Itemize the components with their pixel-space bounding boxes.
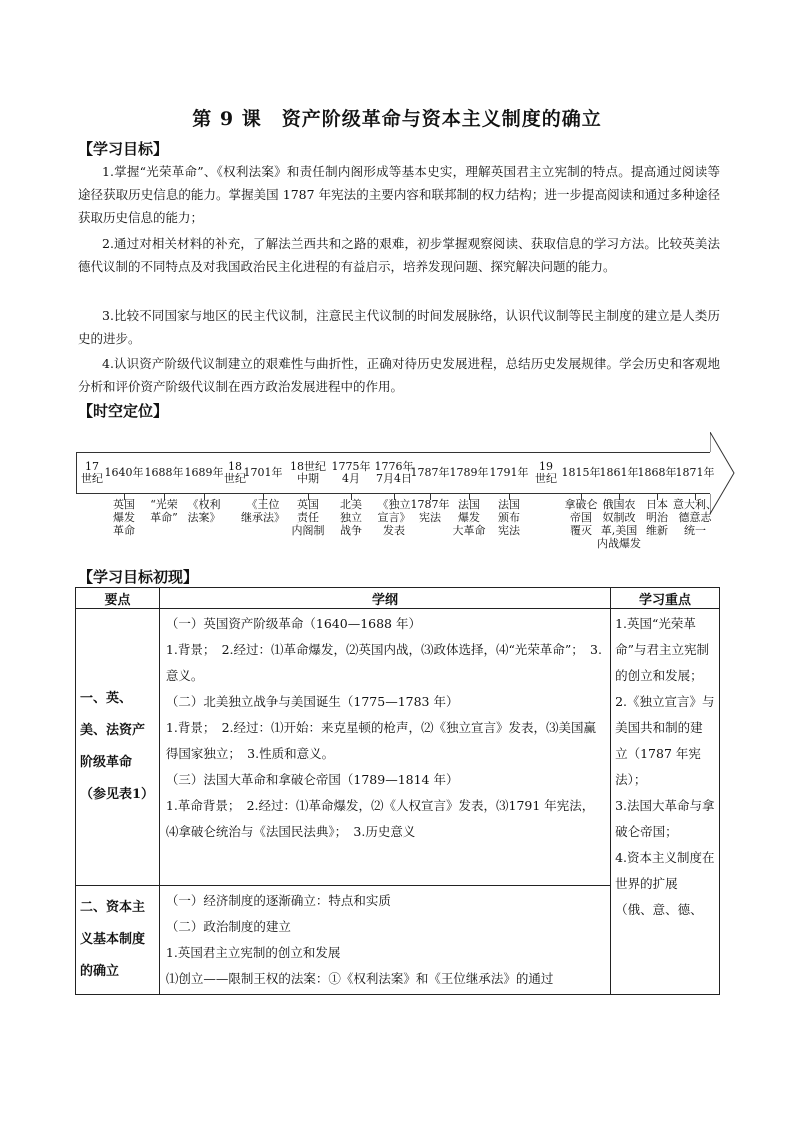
- outline-line: ⑴创立——限制王权的法案：①《权利法案》和《王位继承法》的通过: [165, 971, 554, 986]
- timeline-date: 1868年: [637, 466, 677, 479]
- timeline-event: 日本 明治 维新: [646, 498, 668, 537]
- table-row: [76, 609, 720, 886]
- timeline-date: 19 世纪: [535, 460, 557, 485]
- timeline-date: 1787年: [410, 466, 450, 479]
- timeline-event: 1787年 宪法: [410, 498, 450, 524]
- timeline-event: 法国 爆发 大革命: [452, 498, 486, 537]
- timeline-date: 1815年: [561, 466, 601, 479]
- timeline-date: 1688年: [144, 466, 184, 479]
- row2-outline: [159, 886, 610, 995]
- objectives-heading: 【学习目标】: [78, 140, 169, 158]
- objectives-table: [75, 587, 720, 995]
- preview-heading: 【学习目标初现】: [78, 568, 199, 586]
- header-focus: 学习重点: [611, 588, 720, 609]
- timeline-event: 意大利、 德意志 统一: [673, 498, 717, 537]
- focus-item: 3.法国大革命与拿破仑帝国；: [615, 798, 715, 839]
- outline-line: 1.革命背景； 2.经过：⑴革命爆发，⑵《人权宣言》发表，⑶1791 年宪法，⑷拿破仑统治与《法国民法典》； 3.历史意义: [165, 798, 595, 839]
- timeline-date: 18世纪 中期: [290, 460, 326, 485]
- outline-line: （一）经济制度的逐渐确立：特点和实质: [165, 893, 391, 908]
- timeline-date: 1640年: [104, 466, 144, 479]
- timeline-event: 《权利 法案》: [187, 498, 221, 524]
- header-outline: 学纲: [159, 588, 610, 609]
- timeline-date: 18 世纪: [224, 460, 246, 485]
- timeline-date: 1861年: [599, 466, 639, 479]
- timeline-date: 1776年 7月4日: [374, 460, 414, 485]
- focus-cell: [611, 609, 720, 995]
- outline-line: （二）北美独立战争与美国诞生（1775—1783 年）: [165, 694, 459, 709]
- outline-line: （二）政治制度的建立: [165, 919, 291, 934]
- page-title: 第 9 课 资产阶级革命与资本主义制度的确立: [192, 108, 602, 130]
- focus-item: 4.资本主义制度在世界的扩展（俄、意、德、: [615, 850, 715, 917]
- timeline-event: 《王位 继承法》: [241, 498, 285, 524]
- timeline-event: 英国 爆发 革命: [113, 498, 135, 537]
- timeline-event: “光荣 革命”: [150, 498, 178, 524]
- objective-1: 1.掌握“光荣革命”、《权利法案》和责任制内阁形成等基本史实，理解英国君主立宪制的特点。提高通过阅读等途径获取历史信息的能力。掌握美国 1787 年宪法的主要内容和联邦制的权力结构；进一步提高阅读和通过多种途径获取历史信息的能力；: [78, 164, 720, 225]
- focus-item: 2.《独立宣言》与美国共和制的建立（1787 年宪法）；: [615, 694, 715, 787]
- outline-line: 1.英国君主立宪制的创立和发展: [165, 945, 341, 960]
- timeline-event: 英国 责任 内阁制: [291, 498, 325, 537]
- timeline-event: 《独立 宣言》 发表: [377, 498, 411, 537]
- row2-key: 二、资本主义基本制度的确立: [76, 886, 160, 995]
- timeline-event: 俄国农 奴制改 革,美国 内战爆发: [597, 498, 641, 550]
- outline-line: （三）法国大革命和拿破仑帝国（1789—1814 年）: [165, 772, 459, 787]
- timeline-event: 法国 颁布 宪法: [498, 498, 520, 537]
- focus-item: 1.英国“光荣革命”与君主立宪制的创立和发展；: [615, 616, 709, 683]
- objective-3: 3.比较不同国家与地区的民主代议制，注意民主代议制的时间发展脉络，认识代议制等民主制度的建立是人类历史的进步。: [78, 308, 720, 346]
- outline-line: （一）英国资产阶级革命（1640—1688 年）: [165, 616, 421, 631]
- table-header-row: [76, 588, 720, 609]
- outline-line: 1.背景； 2.经过：⑴开始：来克星顿的枪声，⑵《独立宣言》发表，⑶美国赢得国家独立； 3.性质和意义。: [165, 720, 596, 761]
- outline-line: 1.背景； 2.经过：⑴革命爆发，⑵英国内战，⑶政体选择，⑷“光荣革命”； 3.意义。: [165, 642, 602, 683]
- timeline-date: 1689年: [184, 466, 224, 479]
- timeline: [76, 432, 736, 550]
- timeline-date: 1791年: [489, 466, 529, 479]
- timeline-heading: 【时空定位】: [78, 402, 169, 420]
- header-key: 要点: [76, 588, 160, 609]
- row1-key: 一、英、美、法资产阶级革命（参见表1）: [76, 609, 160, 886]
- timeline-date: 1789年: [449, 466, 489, 479]
- timeline-event: 北美 独立 战争: [340, 498, 362, 537]
- row1-outline: [159, 609, 610, 886]
- timeline-date: 1701年: [243, 466, 283, 479]
- timeline-date: 1871年: [675, 466, 715, 479]
- timeline-date: 1775年 4月: [331, 460, 371, 485]
- objective-4: 4.认识资产阶级代议制建立的艰难性与曲折性，正确对待历史发展进程，总结历史发展规律。学会历史和客观地分析和评价资产阶级代议制在西方政治发展进程中的作用。: [78, 356, 720, 394]
- timeline-date: 17 世纪: [81, 460, 103, 485]
- timeline-event: 拿破仑 帝国 覆灭: [564, 498, 598, 537]
- objective-2: 2.通过对相关材料的补充，了解法兰西共和之路的艰难，初步掌握观察阅读、获取信息的学习方法。比较英美法德代议制的不同特点及对我国政治民主化进程的有益启示，培养发现问题、探究解决问题的能力。: [78, 236, 720, 274]
